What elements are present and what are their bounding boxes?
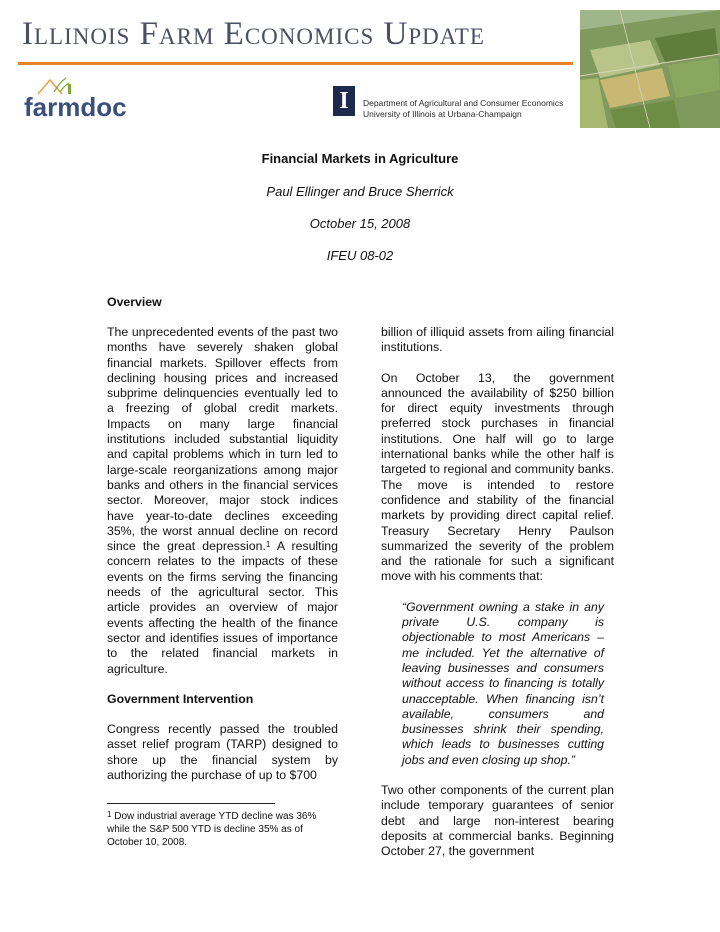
government-intervention-heading: Government Intervention — [107, 691, 254, 706]
footnote-text: Dow industrial average YTD decline was 36% while the S&P 500 YTD is decline 35% as of October 10, 2008. — [107, 811, 317, 848]
title-underline — [18, 62, 573, 65]
plan-components-paragraph: Two other components of the current plan include temporary guarantees of senior debt and large non-interest bearing deposits at commercial banks. Beginning October 27, the government — [381, 783, 614, 859]
equity-investment-paragraph: On October 13, the government announced the availability of $250 billion for direct equity investments through preferred stock purchases in financial institutions. One half will go to large international banks while the other half is targeted to regional and community banks. The move is intended to restore confidence and stability of the financial markets by providing direct capital relief. Treasury Secretary Henry Paulson summarized the severity of the problem and the rationale for such a significant move with his comments that: — [381, 370, 614, 584]
overview-heading: Overview — [107, 295, 162, 309]
article-authors: Paul Ellinger and Bruce Sherrick — [266, 184, 454, 199]
overview-text-b: A resulting concern relates to the impacts of these events on the firms serving the financing needs of the agricultural sector. This article provides an overview of major events affecting the health of the finance sector and identifies issues of importance to the related financial markets in agriculture. — [107, 539, 338, 676]
tarp-paragraph: Congress recently passed the troubled asset relief program (TARP) designed to shore up the financial system by authorizing the purchase of up to $700 — [107, 722, 338, 783]
farm-fields-image — [580, 10, 720, 128]
footnote — [107, 810, 337, 849]
article-id: IFEU 08-02 — [326, 248, 394, 263]
left-column — [107, 325, 338, 798]
article-title: Financial Markets in Agriculture — [261, 151, 459, 166]
footnote-rule — [107, 803, 275, 804]
university-logo — [333, 86, 355, 116]
illiquid-assets-paragraph: billion of illiquid assets from ailing financial institutions. — [381, 325, 614, 355]
masthead — [0, 0, 720, 132]
department-name — [363, 98, 563, 120]
university-line: University of Illinois at Urbana-Champaign — [363, 109, 522, 119]
article-date: October 15, 2008 — [309, 216, 411, 231]
university-mark: I — [339, 88, 349, 114]
paulson-quote: “Government owning a stake in any private U.S. company is objectionable to most Americans – me included. Yet the alternative of leaving businesses and consumers without access to financing is totally unacceptable. When financing isn’t available, consumers and businesses shrink their spending, which leads to businesses cutting jobs and even closing up shop.” — [402, 599, 604, 767]
department-line: Department of Agricultural and Consumer Economics — [363, 98, 564, 108]
footnote-marker: 1 — [107, 810, 112, 819]
right-column — [381, 325, 614, 875]
farmdoc-wordmark: farmdoc — [24, 92, 127, 122]
overview-paragraph — [107, 325, 338, 677]
newsletter-title: Illinois Farm Economics Update — [22, 16, 485, 52]
footnote-ref: 1 — [265, 540, 271, 550]
overview-text-a: The unprecedented events of the past two months have severely shaken global financial markets. Spillover effects from declining housing prices and increased subprime delinquencies eventually led to a freezing of global credit markets. Impacts on many large financial institutions included substantial liquidity and capital problems which in turn led to large-scale reorganizations among major banks and others in the financial services sector. Moreover, major stock indices have year-to-date declines exceeding 35%, the worst annual decline on record since the great depression. — [107, 325, 338, 554]
